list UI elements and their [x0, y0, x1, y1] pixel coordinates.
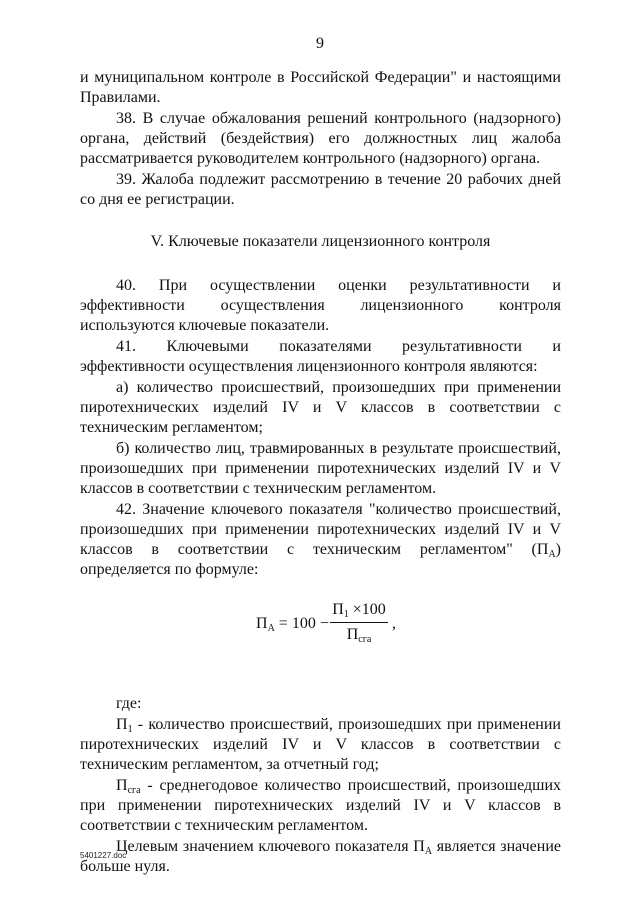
paragraph-38: 38. В случае обжалования решений контрольного (надзорного) органа, действий (бездействия) его должностных лиц жалоба рассматривается руководителем контрольного (надзорного) органа.	[80, 110, 561, 167]
paragraph-41: 41. Ключевыми показателями результативности и эффективности осуществления лицензионного контроля являются:	[80, 338, 561, 375]
formula-fraction	[330, 600, 388, 645]
formula-numerator: $П_1 \times 100$	[330, 600, 388, 623]
paragraph-40: 40. При осуществлении оценки результативности и эффективности осуществления лицензионного контроля используются ключевые показатели.	[80, 277, 561, 334]
page-number: 9	[316, 35, 324, 52]
formula	[80, 600, 561, 660]
paragraph-41a: а) количество происшествий, произошедших при применении пиротехнических изделий IV и V классов в соответствии с техническим регламентом;	[80, 379, 561, 436]
formula-comma: ,	[392, 615, 396, 632]
formula-lhs: $П_А = 100$ −	[256, 615, 329, 634]
footer-filename: 5401227.doc	[80, 851, 127, 860]
p42-text: 42. Значение ключевого показателя "количество происшествий, произошедших при применении пиротехнических изделий IV и V классов в соответствии с техническим регламентом" (П	[80, 501, 561, 558]
paragraph-continuation: и муниципальном контроле в Российской Федерации" и настоящими Правилами.	[80, 69, 561, 106]
paragraph-41b: б) количество лиц, травмированных в результате происшествий, произошедших при применении пиротехнических изделий IV и V классов в соответствии с техническим регламентом.	[80, 440, 561, 497]
definition-psga: $П_{сга}$ - среднегодовое количество происшествий, произошедших при применении пиротехнических изделий IV и V классов в соответствии с техническим регламентом.	[80, 777, 561, 834]
section-title: V. Ключевые показатели лицензионного контроля	[150, 233, 491, 250]
p42-text-end: ) определяется по формуле:	[80, 541, 561, 578]
document-body	[80, 68, 561, 878]
formula-denominator: $П_{сга}$	[346, 626, 372, 645]
paragraph-39: 39. Жалоба подлежит рассмотрению в течение 20 рабочих дней со дня ее регистрации.	[80, 171, 561, 208]
where-label: где:	[116, 695, 142, 712]
target-value-paragraph: Целевым значением ключевого показателя $П_А$ является значение больше нуля.	[80, 838, 561, 875]
paragraph-42	[80, 500, 561, 580]
p42-subscript: А	[548, 549, 556, 560]
definition-p1: $П_1$ - количество происшествий, произошедших при применении пиротехнических изделий IV и V классов в соответствии с техническим регламентом, за отчетный год;	[80, 716, 561, 773]
